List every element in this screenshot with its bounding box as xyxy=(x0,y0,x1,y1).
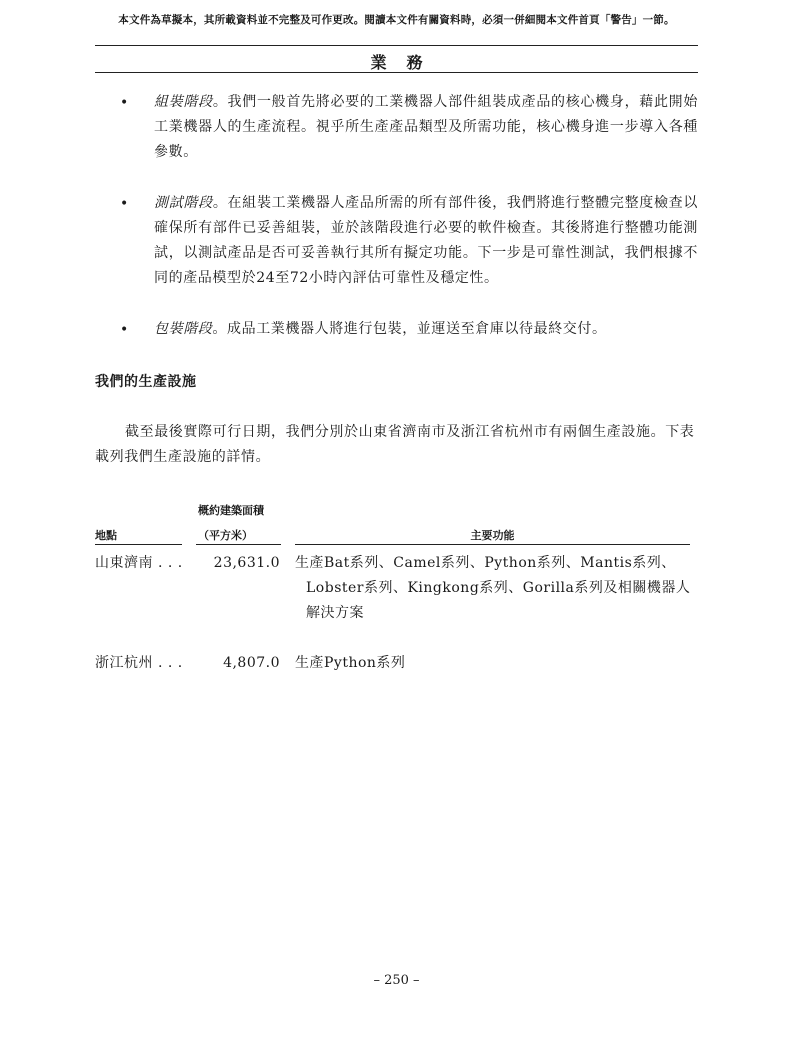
draft-warning: 本文件為草擬本，其所載資料並不完整及可作更改。閱讀本文件有關資料時，必須一併細閱本文件首頁「警告」一節。 xyxy=(118,14,675,26)
stage-label: 測試階段 xyxy=(154,195,213,211)
row-location: 浙江杭州 . . . xyxy=(95,655,183,671)
row-area: 23,631.0 xyxy=(213,555,280,571)
bullet-packaging xyxy=(154,317,698,342)
bullet-marker: • xyxy=(120,196,129,212)
col-function-rule xyxy=(295,544,690,545)
header-rule-bottom xyxy=(95,72,698,73)
header-rule-top xyxy=(95,45,698,46)
col-location-header: 地點 xyxy=(95,529,117,542)
bullet-assembly xyxy=(154,90,698,165)
stage-text: 。在組裝工業機器人產品所需的所有部件後，我們將進行整體完整度檢查以確保所有部件已妥善組裝，並於該階段進行必要的軟件檢查。其後將進行整體功能測試，以測試產品是否可妥善執行其所有擬定功能。下一步是可靠性測試，我們根據不同的產品模型於24至72小時內評估可靠性及穩定性。 xyxy=(154,195,698,286)
col-area-header-line2: （平方米） xyxy=(198,529,253,542)
facilities-heading: 我們的生產設施 xyxy=(95,374,197,390)
row-function: 生產Python系列 xyxy=(295,655,406,671)
col-area-header-line1: 概約建築面積 xyxy=(198,504,264,517)
bullet-marker: • xyxy=(120,95,129,111)
stage-label: 組裝階段 xyxy=(154,94,213,110)
facilities-intro: 截至最後實際可行日期，我們分別於山東省濟南市及浙江省杭州市有兩個生產設施。下表載列我們生產設施的詳情。 xyxy=(95,424,695,465)
page-number: – 250 – xyxy=(373,973,420,988)
col-location-rule xyxy=(95,544,182,545)
bullet-marker: • xyxy=(120,322,129,338)
stage-label: 包裝階段 xyxy=(154,321,213,337)
row-area: 4,807.0 xyxy=(223,655,280,671)
col-area-rule xyxy=(196,544,281,545)
section-title: 業務 xyxy=(370,53,443,72)
row-function: 生產Bat系列、Camel系列、Python系列、Mantis系列、Lobster系列、Kingkong系列、Gorilla系列及相關機器人解決方案 xyxy=(295,555,691,621)
col-function-header: 主要功能 xyxy=(470,529,515,542)
row-location: 山東濟南 . . . xyxy=(95,555,183,571)
stage-text: 。我們一般首先將必要的工業機器人部件組裝成產品的核心機身，藉此開始工業機器人的生產流程。視乎所生產產品類型及所需功能，核心機身進一步導入各種參數。 xyxy=(154,94,698,160)
bullet-testing xyxy=(154,191,698,291)
stage-text: 。成品工業機器人將進行包裝，並運送至倉庫以待最終交付。 xyxy=(212,321,607,337)
